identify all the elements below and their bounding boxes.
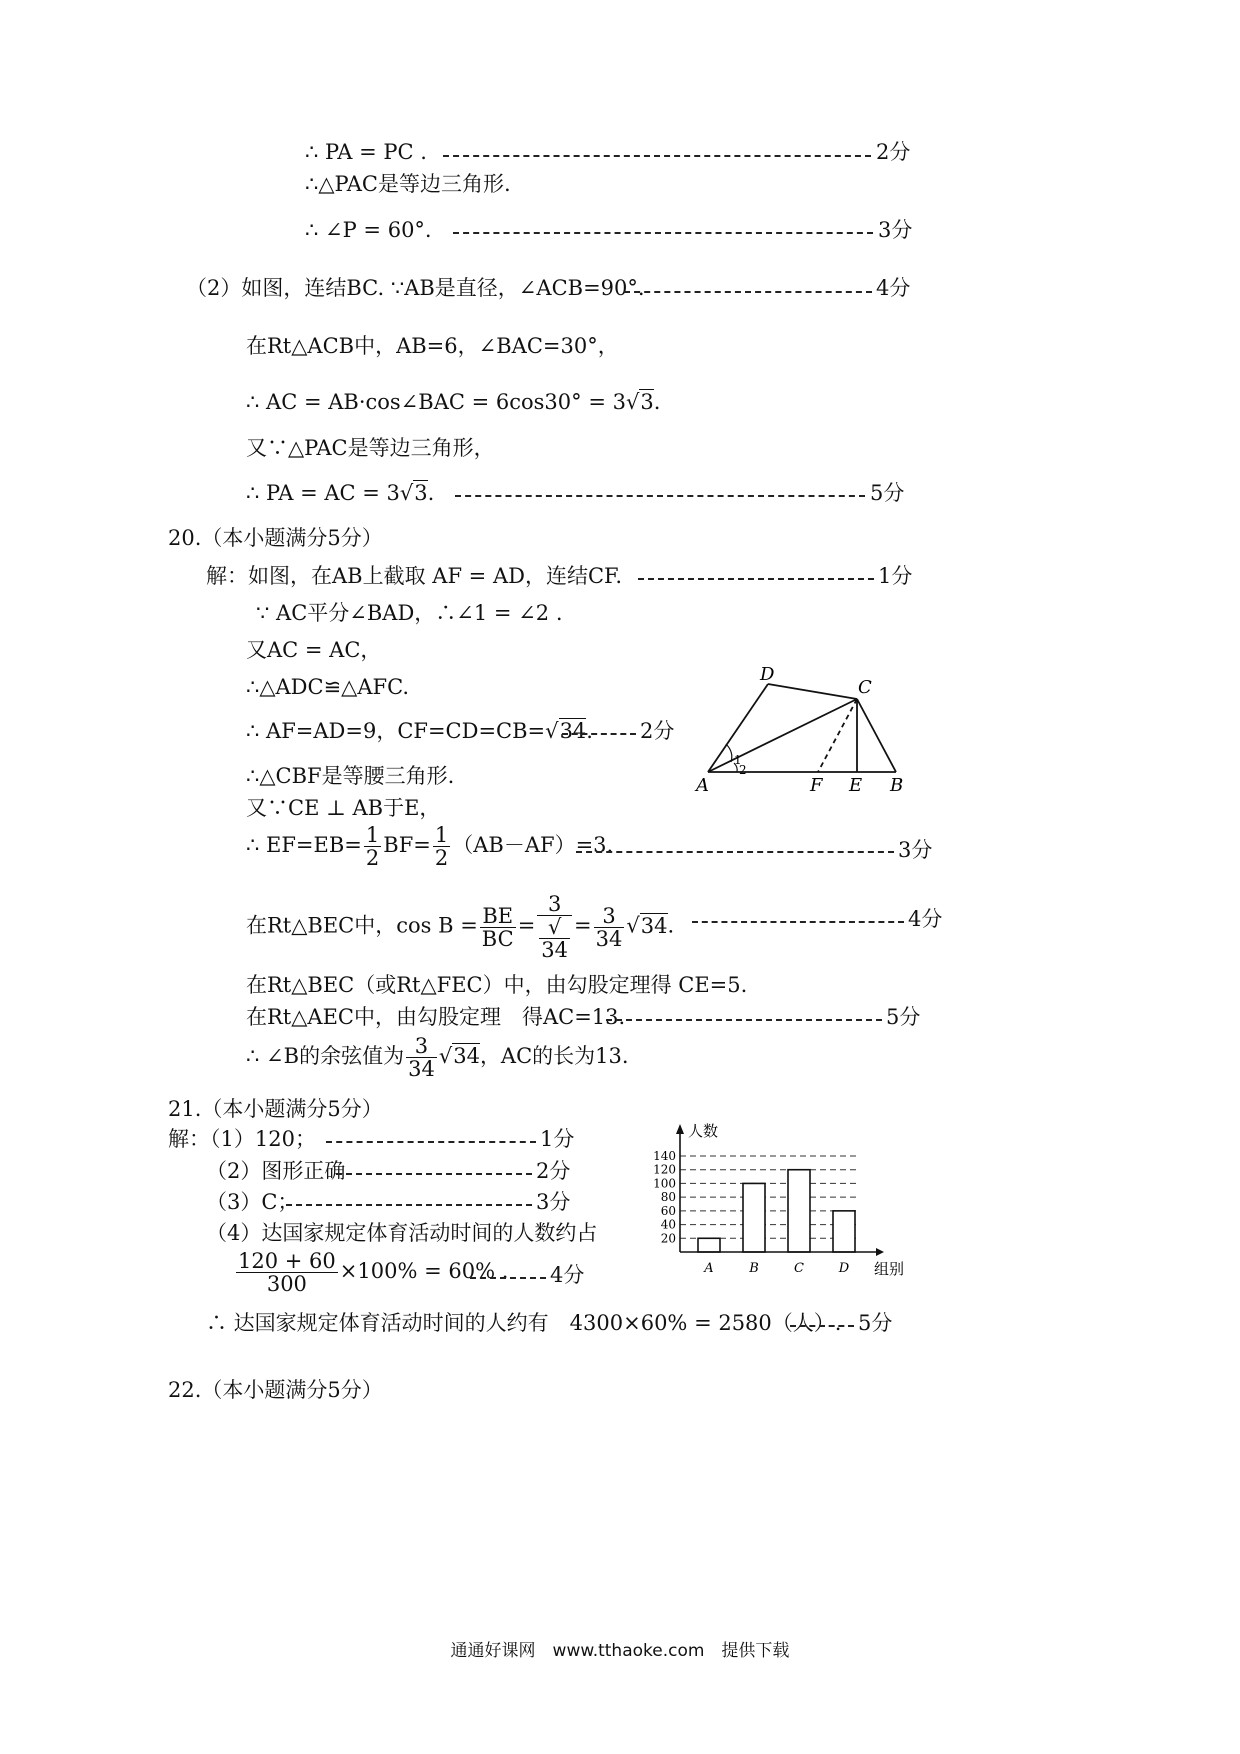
score-leader — [443, 155, 871, 157]
q20-line-4: ∴△ADC≌△AFC. — [246, 675, 410, 699]
score-label: 5分 — [858, 1311, 893, 1335]
score-leader — [606, 1019, 882, 1021]
proof-line-7: 又∵△PAC是等边三角形， — [246, 436, 495, 460]
proof-line-8: ∴ PA = AC = 3√3. — [246, 481, 435, 505]
score-leader — [286, 1204, 532, 1206]
label-b: B — [890, 775, 904, 796]
question-21-heading: 21.（本小题满分5分） — [168, 1097, 383, 1121]
score-leader — [790, 1325, 854, 1327]
proof-line-6: ∴ AC = AB·cos∠BAC = 6cos30° = 3√3. — [246, 390, 661, 414]
label-c: C — [858, 677, 872, 698]
category-label-a: A — [704, 1261, 714, 1276]
proof-line-5: 在Rt△ACB中，AB=6，∠BAC=30°， — [246, 334, 619, 358]
score-label: 2分 — [640, 719, 675, 743]
score-label: 3分 — [898, 838, 933, 862]
score-label: 2分 — [536, 1159, 571, 1183]
q21-line-3: （3）C； — [206, 1190, 299, 1214]
q20-line-6: ∴△CBF是等腰三角形. — [246, 764, 455, 788]
score-leader — [562, 733, 636, 735]
score-label: 3分 — [878, 218, 913, 242]
q21-line-2: （2）图形正确 — [206, 1159, 346, 1183]
q21-line-6: ∴ 达国家规定体育活动时间的人约有 4300×60% = 2580（人）. — [206, 1311, 842, 1335]
q20-line-1: 解：如图，在AB上截取 AF = AD，连结CF. — [206, 564, 622, 588]
part-2-heading: （2）如图，连结BC. ∵AB是直径，∠ACB=90°. — [186, 276, 645, 300]
q21-line-4: （4）达国家规定体育活动时间的人数约占 — [206, 1221, 598, 1245]
q20-line-8: ∴ EF=EB= $\frac{1}{2}$ BF= $\frac{1}{2}$ （AB－AF）=3. — [246, 823, 614, 871]
y-axis-arrow — [676, 1124, 684, 1134]
y-tick-label: 80 — [660, 1190, 676, 1205]
y-tick-label: 100 — [653, 1176, 676, 1191]
score-leader — [455, 495, 865, 497]
angle-1-label: 1 — [734, 753, 742, 767]
proof-line-3: ∴ ∠P = 60°. — [305, 218, 432, 242]
proof-line-1: ∴ PA = PC . — [305, 140, 427, 164]
score-leader — [692, 921, 904, 923]
quadrilateral-figure — [690, 660, 920, 800]
label-a: A — [696, 775, 709, 796]
y-tick-label: 120 — [653, 1162, 676, 1177]
proof-line-2: ∴△PAC是等边三角形. — [305, 172, 511, 196]
x-axis-arrow — [876, 1248, 884, 1256]
score-leader — [470, 1277, 546, 1279]
score-leader — [638, 578, 874, 580]
y-tick-label: 140 — [653, 1149, 676, 1163]
score-label: 2分 — [876, 140, 911, 164]
score-label: 4分 — [908, 907, 943, 931]
category-label-b: B — [749, 1261, 759, 1276]
score-label: 3分 — [536, 1190, 571, 1214]
q20-line-5: ∴ AF=AD=9，CF=CD=CB=√34. — [246, 719, 593, 743]
category-label-d: D — [838, 1261, 850, 1276]
q20-line-2: ∵ AC平分∠BAD，∴∠1 = ∠2 . — [256, 601, 563, 625]
q21-line-5: $\frac{120 + 60}{300}$ ×100% = 60% . — [238, 1249, 509, 1297]
label-d: D — [760, 664, 775, 685]
bar-a — [698, 1238, 720, 1252]
q20-line-10: 在Rt△BEC（或Rt△FEC）中，由勾股定理得 CE=5. — [246, 973, 748, 997]
q20-line-12: ∴ ∠B的余弦值为 $\frac{3}{34}$ √34，AC的长为13. — [246, 1034, 629, 1082]
y-tick-label: 40 — [660, 1217, 676, 1232]
score-label: 4分 — [550, 1263, 585, 1287]
score-leader — [453, 232, 873, 234]
angle-2-label: 2 — [739, 763, 747, 777]
label-e: E — [849, 775, 863, 796]
label-f: F — [810, 775, 823, 796]
y-tick-label: 20 — [660, 1231, 676, 1246]
score-label: 4分 — [876, 276, 911, 300]
q20-line-7: 又∵CE ⊥ AB于E， — [246, 796, 441, 820]
q20-line-9: 在Rt△BEC中，cos B = $\frac{BE}{BC}$ = 3 √ 34 = $\frac{3}{34}$ √34. — [246, 892, 675, 963]
score-leader — [576, 851, 894, 853]
bar-b — [743, 1183, 765, 1252]
q20-line-3: 又AC = AC， — [246, 638, 382, 662]
score-leader — [326, 1141, 536, 1143]
page-footer: 通通好课网 www.tthaoke.com 提供下载 — [450, 1641, 790, 1661]
question-20-heading: 20.（本小题满分5分） — [168, 526, 383, 550]
score-leader — [624, 291, 872, 293]
bar-c — [788, 1170, 810, 1252]
score-leader — [336, 1173, 532, 1175]
y-axis-label: 人数 — [688, 1122, 719, 1140]
q21-line-1: 解：（1）120； — [168, 1127, 316, 1151]
bar-chart — [636, 1112, 926, 1287]
bar-d — [833, 1211, 855, 1252]
q20-line-11: 在Rt△AEC中，由勾股定理 得AC=13. — [246, 1005, 626, 1029]
score-label: 5分 — [886, 1005, 921, 1029]
score-label: 1分 — [540, 1127, 575, 1151]
category-label-c: C — [794, 1261, 804, 1276]
question-22-heading: 22.（本小题满分5分） — [168, 1378, 383, 1402]
x-axis-label: 组别 — [874, 1260, 905, 1278]
y-tick-label: 60 — [660, 1203, 676, 1218]
score-label: 1分 — [878, 564, 913, 588]
score-label: 5分 — [870, 481, 905, 505]
